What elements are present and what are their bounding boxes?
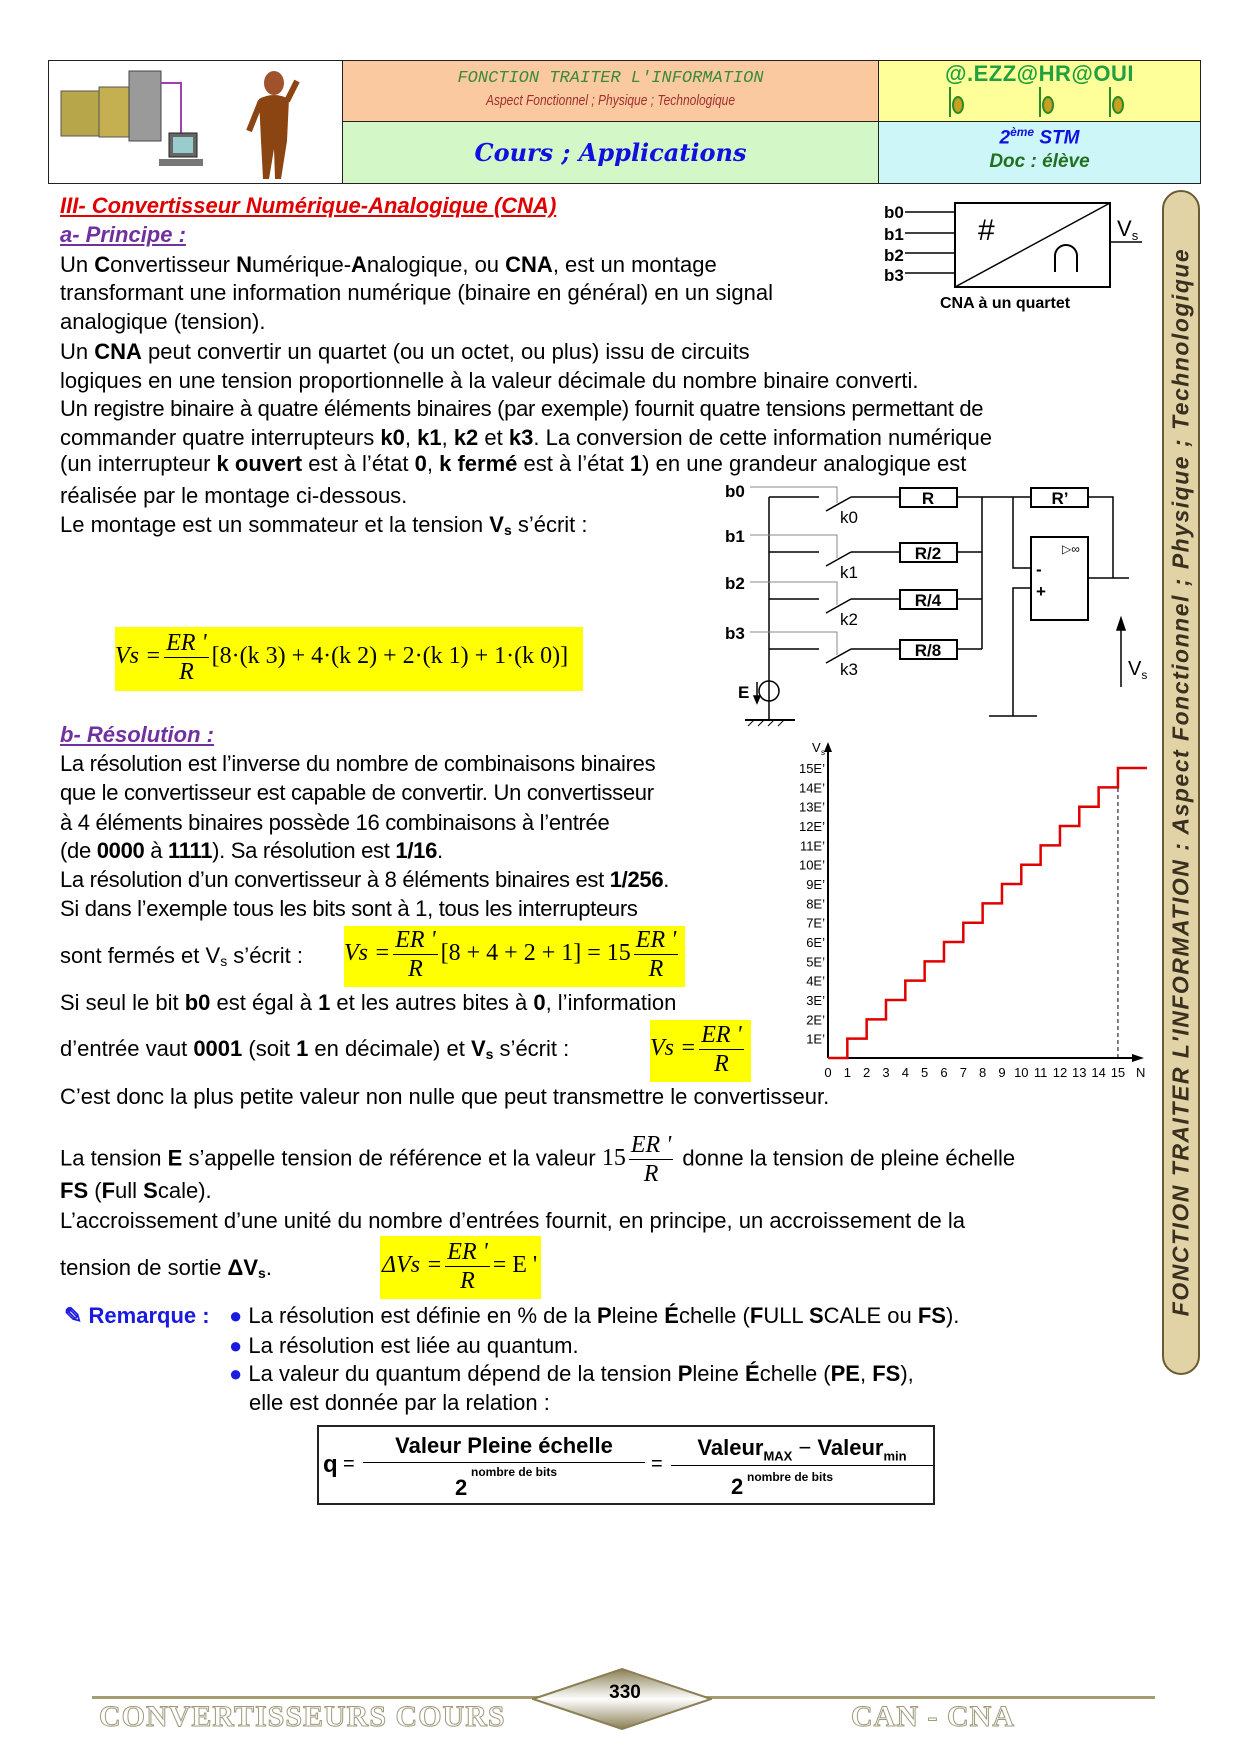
formula-num: ER ': [630, 1132, 672, 1158]
text-segment: s’appelle tension de référence et la valeur: [182, 1145, 602, 1171]
formula-num: ER ': [701, 1022, 742, 1048]
text-segment: k1: [417, 425, 442, 450]
q-numerator-1: Valeur Pleine échelle: [363, 1433, 645, 1463]
text-segment: est à l’état: [302, 451, 415, 476]
text-segment: (un interrupteur: [60, 451, 217, 476]
text-segment: peut convertir un quartet (ou un octet, ou plus) issu de circuits: [141, 339, 750, 364]
resistor-label: R/2: [914, 544, 942, 563]
text-segment: CALE ou: [823, 1303, 918, 1328]
y-tick-label: 11E’: [799, 838, 825, 854]
sidebar-text: FONCTION TRAITER L'INFORMATION : Aspect Fonctionnel ; Physique ; Technologique: [1167, 247, 1194, 1317]
x-tick-label: 15: [1110, 1065, 1126, 1080]
text-segment: (soit: [242, 1036, 297, 1061]
x-tick-label: 4: [901, 1065, 909, 1080]
text-segment: , l’information: [545, 990, 677, 1015]
formula-rhs: = E ': [492, 1252, 538, 1279]
x-tick-label: 12: [1052, 1065, 1068, 1080]
bullet-icon: ●: [229, 1333, 249, 1358]
resistor-label: R/4: [914, 591, 942, 610]
text-segment: La valeur du quantum dépend de la tension: [248, 1361, 678, 1386]
q-den-base: 2: [455, 1475, 468, 1500]
equals-1: =: [343, 1453, 355, 1475]
staircase-series: [828, 768, 1147, 1058]
footer-right-text: CAN - CNA: [851, 1700, 1015, 1733]
y-axis-arrow: [824, 742, 832, 752]
text-segment: La résolution est liée au quantum.: [248, 1333, 579, 1358]
text-segment: CNA: [94, 339, 142, 364]
formula-mid: [8 + 4 + 2 + 1] = 15: [440, 940, 631, 967]
switch-label: k3: [840, 660, 858, 679]
text-segment: (: [88, 1178, 102, 1203]
text-segment: La tension: [60, 1145, 168, 1171]
doc-type: Doc : élève: [989, 151, 1090, 173]
text-segment: C’est donc la plus petite valeur non nulle que peut transmettre le convertisseur.: [60, 1084, 830, 1109]
text-segment: C: [94, 252, 111, 277]
formula-lhs: Vs =: [115, 643, 162, 670]
text-segment: 1111: [168, 838, 213, 863]
text-segment: chelle (: [678, 1303, 750, 1328]
formula-lhs: Vs =: [650, 1035, 697, 1062]
y-tick-label: 15E’: [798, 761, 825, 777]
bullet-icon: ●: [229, 1361, 249, 1386]
x-tick-label: 10: [1014, 1065, 1029, 1080]
text-segment: s’écrit :: [227, 943, 303, 968]
text-segment: et: [478, 425, 509, 450]
input-label: b2: [884, 246, 904, 265]
opamp-plus: +: [1036, 582, 1046, 601]
text-segment: que le convertisseur est capable de convertir. Un convertisseur: [60, 780, 654, 805]
y-axis-label-sub: s: [821, 748, 825, 757]
text-segment: ,: [404, 425, 418, 450]
text-segment: k3: [508, 425, 534, 450]
x-tick-label: 1: [843, 1065, 851, 1080]
text-segment: S: [808, 1303, 824, 1328]
digital-symbol: #: [978, 214, 995, 247]
bit-label: b3: [725, 624, 745, 643]
y-tick-label: 9E’: [806, 877, 825, 893]
formula-den: R: [714, 1051, 729, 1077]
switch-branches: [769, 497, 900, 663]
input-label: b0: [884, 203, 904, 222]
header-subtitle: Aspect Fonctionnel ; Physique ; Technologique: [485, 92, 736, 109]
input-label: b1: [884, 225, 904, 244]
text-segment: Un: [60, 339, 95, 364]
x-tick-label: 13: [1072, 1065, 1087, 1080]
block-caption: CNA à un quartet: [940, 295, 1071, 312]
level-sup: ème: [1010, 125, 1035, 139]
text-segment: nalogique, ou: [366, 252, 506, 277]
text-segment: .: [265, 1255, 272, 1280]
y-tick-label: 1E’: [806, 1031, 825, 1047]
q-den-exp: nombre de bits: [471, 1465, 558, 1479]
text-segment: . La conversion de cette information numérique: [533, 425, 992, 450]
opamp-symbol: ▷∞: [1062, 542, 1080, 556]
x-tick-label: 7: [959, 1065, 967, 1080]
x-tick-label: 11: [1033, 1065, 1048, 1080]
x-tick-label: 5: [921, 1065, 929, 1080]
q-val-sub: MAX: [763, 1448, 793, 1464]
text-segment: Un registre binaire à quatre éléments binaires (par exemple) fournit quatre tensions permettant de: [60, 396, 984, 421]
formula-den: R: [648, 956, 664, 982]
q-minus: −: [792, 1435, 818, 1460]
x-tick-label: 2: [863, 1065, 871, 1080]
formula-lhs: ΔVs =: [382, 1252, 443, 1279]
y-tick-label: 7E’: [806, 915, 825, 931]
opamp-minus: -: [1036, 560, 1042, 579]
page-number: 330: [609, 1682, 641, 1703]
text-segment: FS: [917, 1303, 946, 1328]
text-segment: 0001: [193, 1036, 243, 1061]
pin-icon: ✎: [64, 1303, 89, 1328]
q-den-exp: nombre de bits: [747, 1470, 834, 1485]
switch-label: k1: [840, 563, 858, 582]
y-tick-label: 3E’: [806, 993, 825, 1009]
q-den-base: 2: [731, 1474, 744, 1500]
formula-den: R: [408, 956, 423, 982]
text-segment: ,: [441, 425, 454, 450]
text-segment: FS: [60, 1178, 89, 1203]
text-segment: logiques en une tension proportionnelle à la valeur décimale du nombre binaire converti.: [60, 368, 919, 393]
text-segment: V: [489, 512, 504, 537]
y-tick-label: 10E’: [798, 857, 825, 873]
text-segment: et les autres bites à: [330, 990, 534, 1015]
formula-rhs: [8·(k 3) + 4·(k 2) + 2·(k 1) + 1·(k 0)]: [211, 643, 569, 670]
y-tick-label: 8E’: [806, 896, 825, 912]
text-segment: chelle (: [759, 1361, 831, 1386]
text-segment: cale).: [157, 1178, 212, 1203]
x-axis-arrow: [1132, 1054, 1144, 1062]
text-segment: transformant une information numérique (binaire en général) en un signal: [60, 280, 773, 305]
text-segment: 1/256: [609, 867, 664, 892]
formula-coef: 15: [601, 1145, 626, 1172]
x-axis-label: N: [1136, 1065, 1146, 1080]
text-segment: 1/16: [395, 838, 438, 863]
q-val: Valeur: [817, 1435, 884, 1460]
principe-heading: a- Principe :: [60, 222, 186, 247]
text-segment: Si seul le bit: [60, 990, 185, 1015]
header-course: Cours ; Applications: [474, 138, 747, 167]
y-tick-label: 13E’: [798, 799, 825, 815]
text-segment: V: [470, 1036, 486, 1061]
text-segment: onvertisseur: [110, 252, 237, 277]
x-tick-label: 14: [1091, 1065, 1106, 1080]
text-segment: 0000: [96, 838, 145, 863]
y-tick-label: 4E’: [806, 973, 825, 989]
remarque-text: Remarque :: [88, 1303, 210, 1328]
text-segment: à 4 éléments binaires possède 16 combinaisons à l’entrée: [60, 810, 610, 835]
text-segment: FS: [872, 1361, 901, 1386]
x-tick-label: 9: [998, 1065, 1006, 1080]
text-segment: Si dans l’exemple tous les bits sont à 1, tous les interrupteurs: [60, 896, 638, 921]
text-segment: .: [663, 867, 670, 892]
q-val: Valeur: [697, 1435, 764, 1460]
formula-num: ER ': [395, 927, 436, 953]
text-segment: s: [220, 953, 228, 969]
y-tick-label: 5E’: [806, 954, 825, 970]
switch-label: k2: [840, 610, 858, 629]
bit-label: b1: [725, 527, 745, 546]
text-segment: A: [351, 252, 367, 277]
formula-den: R: [643, 1161, 659, 1187]
text-segment: La résolution est l’inverse du nombre de combinaisons binaires: [60, 751, 656, 776]
text-segment: s’écrit :: [511, 512, 588, 537]
text-segment: k0: [380, 425, 405, 450]
text-segment: d’entrée vaut: [60, 1036, 194, 1061]
text-segment: P: [677, 1361, 693, 1386]
x-tick-label: 3: [882, 1065, 890, 1080]
equals-2: =: [651, 1453, 663, 1475]
text-segment: s: [485, 1046, 494, 1062]
analog-symbol: [1055, 245, 1077, 272]
text-segment: elle est donnée par la relation :: [249, 1390, 550, 1415]
y-axis-label: V: [812, 740, 821, 755]
section-title: III- Convertisseur Numérique-Analogique (CNA): [60, 193, 557, 218]
text-segment: 0: [414, 451, 427, 476]
vs-label: $V_s$: [1128, 658, 1148, 682]
y-tick-label: 14E’: [798, 780, 825, 796]
y-tick-label: 6E’: [806, 935, 825, 951]
text-segment: E: [167, 1145, 183, 1171]
level-number: 2: [999, 127, 1011, 149]
text-segment: en décimale) et: [308, 1036, 471, 1061]
circuit-labels: [725, 482, 1147, 702]
text-segment: 1: [296, 1036, 309, 1061]
y-tick-label: 2E’: [806, 1012, 825, 1028]
formula-num: ER ': [635, 927, 677, 953]
text-segment: F: [749, 1303, 764, 1328]
bullet-icon: ●: [229, 1303, 249, 1328]
text-segment: F: [101, 1178, 116, 1203]
text-segment: La résolution d’un convertisseur à 8 éléments binaires est: [60, 867, 610, 892]
text-segment: 1: [629, 451, 643, 476]
text-segment: ΔV: [227, 1255, 259, 1280]
text-segment: 1: [318, 990, 331, 1015]
text-segment: s’écrit :: [493, 1036, 570, 1061]
output-label: Vs: [1117, 216, 1139, 243]
resolution-heading: b- Résolution :: [60, 722, 214, 747]
text-segment: N: [236, 252, 252, 277]
input-label: b3: [884, 266, 904, 285]
text-segment: k2: [453, 425, 479, 450]
resistor-label: R/8: [914, 641, 942, 660]
q-val-sub: min: [883, 1448, 907, 1464]
text-segment: 0: [533, 990, 546, 1015]
formula-num: ER ': [166, 630, 207, 656]
staircase-chart: [799, 740, 1147, 1080]
feedback-resistor-label: R’: [1051, 489, 1069, 508]
text-segment: P: [596, 1303, 612, 1328]
x-tick-label: 6: [940, 1065, 948, 1080]
footer-left-text: CONVERTISSEURS COURS: [99, 1700, 506, 1733]
y-tick-label: 12E’: [798, 819, 825, 835]
text-segment: ULL: [763, 1303, 809, 1328]
text-segment: est à l’état: [517, 451, 630, 476]
text-segment: ) en une grandeur analogique est: [642, 451, 967, 476]
text-segment: b0: [184, 990, 211, 1015]
source-label: E: [738, 683, 750, 702]
text-segment: sont fermés et V: [60, 943, 221, 968]
formula-lhs: Vs =: [344, 940, 391, 967]
text-segment: donne la tension de pleine échelle: [676, 1145, 1016, 1171]
text-segment: ),: [900, 1361, 914, 1386]
text-segment: ,: [859, 1361, 873, 1386]
text-segment: S: [143, 1178, 158, 1203]
level-text: STM: [1034, 127, 1080, 149]
cna-block-diagram: [884, 203, 1142, 312]
text-segment: réalisée par le montage ci-dessous.: [60, 483, 408, 508]
switch-label: k0: [840, 508, 858, 527]
text-segment: L’accroissement d’une unité du nombre d’entrées fournit, en principe, un accroissement de la: [60, 1208, 965, 1233]
text-segment: .: [437, 838, 443, 863]
text-segment: est égal à: [210, 990, 319, 1015]
formula-den: R: [179, 659, 194, 685]
author-logo: @.EZZ@HR@OUI: [945, 61, 1134, 86]
bit-label: b0: [725, 482, 745, 501]
text-segment: k fermé: [439, 451, 518, 476]
text-segment: Le montage est un sommateur et la tension: [60, 512, 490, 537]
text-segment: (de: [60, 838, 97, 863]
resistor-label: R: [921, 489, 935, 508]
text-segment: ull: [115, 1178, 144, 1203]
q-symbol: q: [323, 1451, 338, 1478]
text-segment: É: [664, 1303, 679, 1328]
bit-label: b2: [725, 574, 745, 593]
text-segment: La résolution est définie en % de la: [248, 1303, 597, 1328]
text-segment: PE: [830, 1361, 860, 1386]
text-segment: É: [745, 1361, 760, 1386]
text-segment: s: [503, 522, 512, 538]
text-segment: à: [144, 838, 169, 863]
text-segment: CNA: [505, 252, 553, 277]
text-segment: s: [258, 1265, 266, 1281]
text-segment: ).: [945, 1303, 960, 1328]
text-segment: leine: [611, 1303, 665, 1328]
x-tick-label: 0: [824, 1065, 832, 1080]
formula-num: ER ': [447, 1239, 488, 1265]
text-segment: ,: [426, 451, 440, 476]
text-segment: Un: [60, 252, 95, 277]
header-title: FONCTION TRAITER L'INFORMATION: [457, 69, 764, 88]
text-segment: commander quatre interrupteurs: [60, 425, 381, 450]
formula-den: R: [460, 1268, 475, 1294]
text-segment: umérique-: [251, 252, 352, 277]
x-tick-label: 8: [979, 1065, 987, 1080]
text-segment: tension de sortie: [60, 1255, 228, 1280]
text-segment: analogique (tension).: [60, 309, 266, 334]
text-segment: ). Sa résolution est: [212, 838, 396, 863]
text-segment: k ouvert: [216, 451, 303, 476]
text-segment: leine: [692, 1361, 746, 1386]
text-segment: , est un montage: [552, 252, 717, 277]
